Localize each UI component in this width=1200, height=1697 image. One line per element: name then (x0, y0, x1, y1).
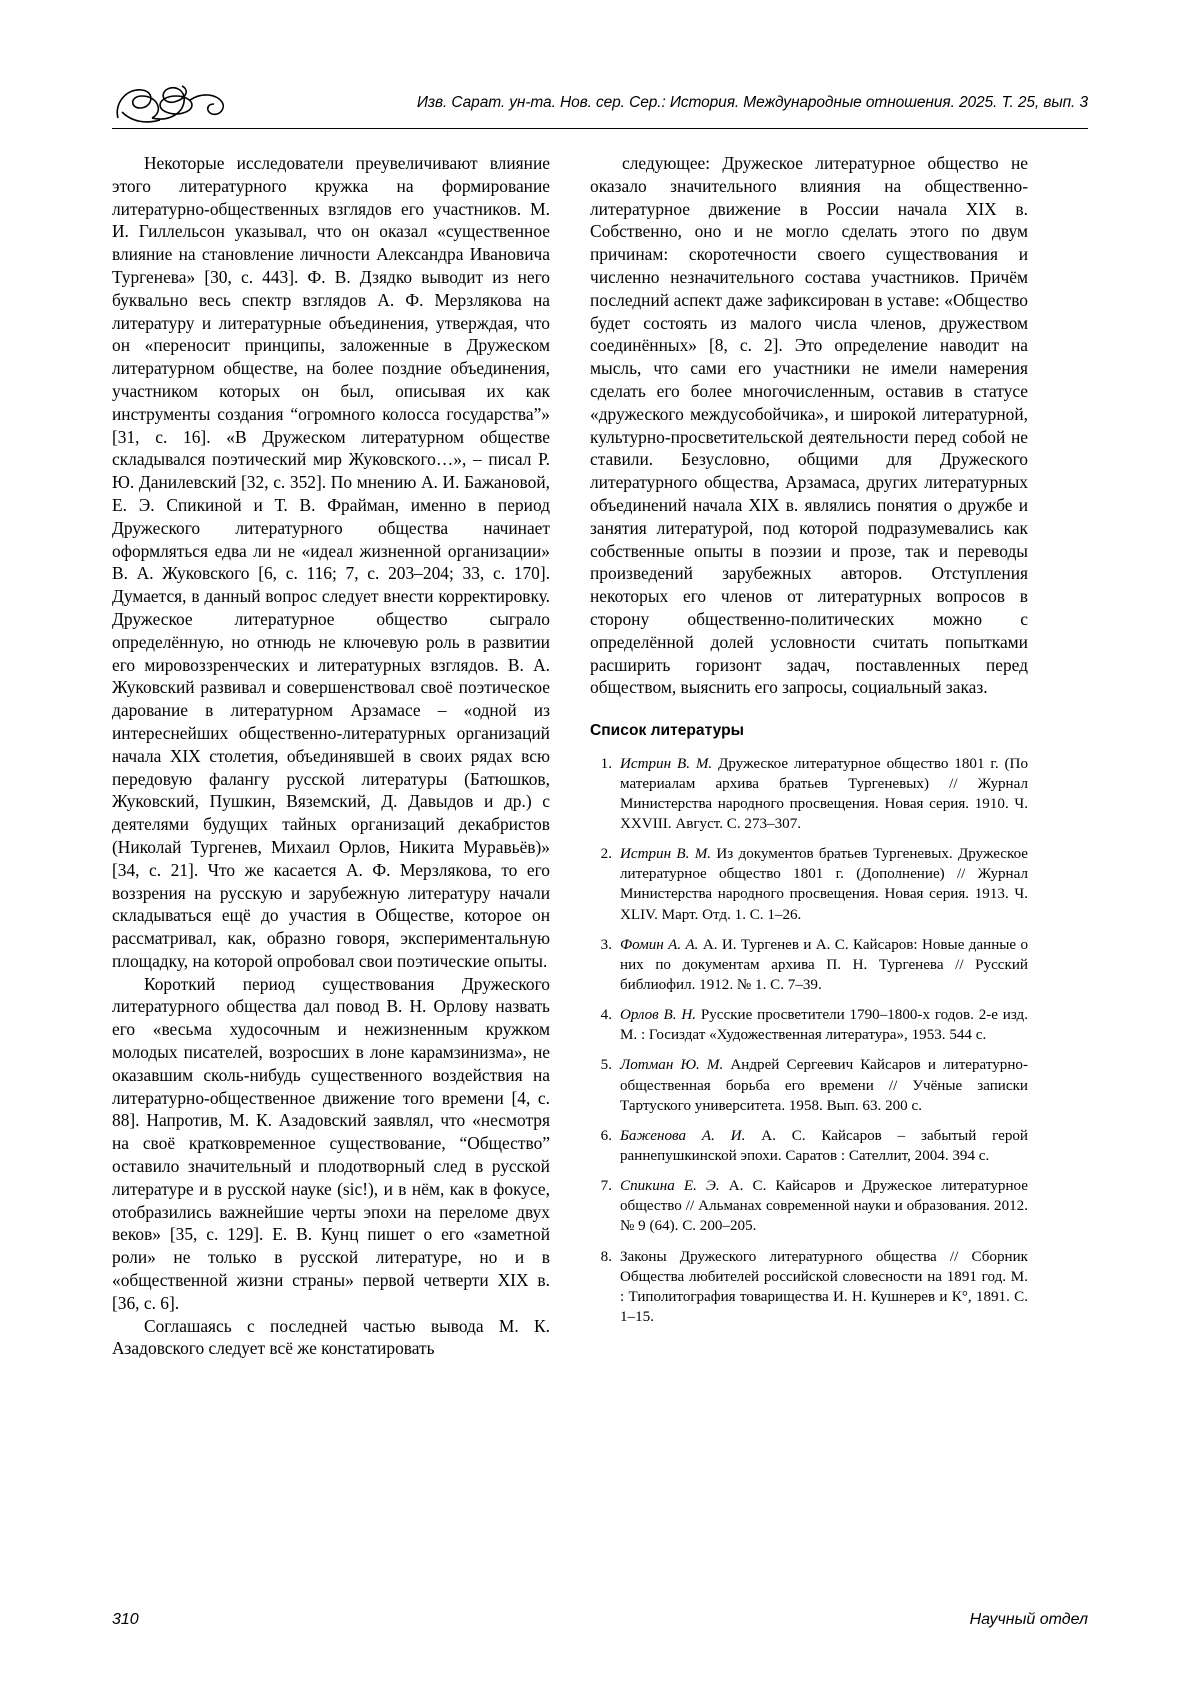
reference-item (590, 1055, 1028, 1115)
paragraph: Соглашаясь с последней частью вывода М. К. Азадовского следует всё же констатировать (112, 1315, 550, 1359)
references-list (590, 754, 1028, 1328)
body-column-right (590, 152, 1028, 1337)
reference-text: А. С. Кайсаров – забытый герой раннепушкинской эпохи. Саратов : Сателлит, 2004. 394 с. (620, 1127, 1029, 1164)
reference-text: Законы Дружеского литературного общества // Сборник Общества любителей российской словесности на 1891 год. М. : Типолитография товарищества И. Н. Кушнерев и К°, 1891. С. 1–15. (620, 1248, 1028, 1325)
journal-header-title: Изв. Сарат. ун-та. Нов. сер. Сер.: История. Международные отношения. 2025. Т. 25, вып. 3 (416, 94, 1088, 111)
reference-number: 7. (600, 1178, 612, 1195)
ornamental-monogram-logo (112, 78, 232, 124)
reference-number: 1. (600, 755, 612, 772)
reference-item (590, 754, 1028, 835)
reference-author: Истрин В. М. (620, 755, 713, 772)
page-header (112, 78, 1088, 130)
reference-author: Спикина Е. Э. (620, 1178, 720, 1195)
reference-number: 2. (600, 846, 612, 863)
paragraph: следующее: Дружеское литературное общество не оказало значительного влияния на общественно-литературное движение в России начала XIX в. Собственно, оно и не могло сделать этого по двум причинам: скоротечности своего существования и численно незначительного состава участников. Причём последний аспект даже зафиксирован в уставе: «Общество будет состоять из малого числа членов, дружеством соединённых» [8, с. 2]. Это определение наводит на мысль, что сами его участники не имели намерения сделать его более многочисленным, оставив в статусе «дружеского междусобойчика», и широкой литературной, культурно-просветительской деятельности перед собой не ставили. Безусловно, общими для Дружеского литературного общества, Арзамаса, других литературных объединений начала XIX в. являлись понятия о дружбе и занятия литературой, под которой подразумевались как собственные опыты в поэзии и прозе, так и переводы произведений зарубежных авторов. Отступления некоторых его членов от литературных вопросов в сторону общественно-политических можно с определённой долей условности считать попытками расширить горизонт задач, поставленных перед обществом, выяснить его запросы, социальный заказ. (590, 153, 1028, 698)
reference-item (590, 935, 1028, 995)
reference-number: 8. (600, 1248, 612, 1265)
reference-author: Орлов В. Н. (620, 1007, 697, 1024)
reference-author: Истрин В. М. (620, 846, 712, 863)
reference-item (590, 844, 1028, 925)
reference-text: А. И. Тургенев и А. С. Кайсаров: Новые данные о них по документам архива П. Н. Тургенева // Русский библиофил. 1912. № 1. С. 7–39. (620, 936, 1029, 993)
footer-section-label: Научный отдел (969, 1611, 1088, 1628)
reference-item (590, 1126, 1028, 1166)
header-divider (112, 128, 1088, 129)
reference-item (590, 1176, 1028, 1236)
page-number: 310 (112, 1611, 139, 1628)
paragraph: Короткий период существования Дружеского литературного общества дал повод В. Н. Орлову назвать его «весьма худосочным и нежизненным кружком молодых писателей, возросших в лоне карамзинизма», не оказавшим сколь-нибудь существенного воздействия на литературно-общественное движение того времени [4, с. 88]. Напротив, М. К. Азадовский заявлял, что «несмотря на своё кратковременное существование, “Общество” оставило значительный и плодотворный след в русской литературе и в русской науке (sic!), и в нём, как в фокусе, отобразились важнейшие черты эпохи на переломе двух веков» [35, с. 129]. Е. В. Кунц пишет о его «заметной роли» не только в русской литературе, но и в «общественной жизни страны» первой четверти XIX в. [36, с. 6]. (112, 973, 550, 1313)
reference-author: Лотман Ю. М. (620, 1057, 724, 1074)
references-heading: Список литературы (590, 722, 744, 740)
reference-text: А. С. Кайсаров и Дружеское литературное общество // Альманах современной науки и образования. 2012. № 9 (64). С. 200–205. (620, 1178, 1028, 1235)
reference-text: Русские просветители 1790–1800-х годов. 2-е изд. М. : Госиздат «Художественная литература», 1953. 544 с. (620, 1007, 1028, 1044)
reference-author: Фомин А. А. (620, 936, 699, 953)
reference-number: 4. (600, 1007, 612, 1024)
reference-item (590, 1005, 1028, 1045)
body-column-left (112, 152, 550, 1360)
reference-text: Андрей Сергеевич Кайсаров и литературно-общественная борьба его времени // Учёные записки Тартуского университета. 1958. Вып. 63. 200 с. (620, 1057, 1028, 1114)
reference-text: Дружеское литературное общество 1801 г. (По материалам архива братьев Тургеневых) // Журнал Министерства народного просвещения. Новая серия. 1910. Ч. XXVIII. Август. С. 273–307. (620, 755, 1028, 832)
reference-item (590, 1247, 1028, 1328)
paragraph: Некоторые исследователи преувеличивают влияние этого литературного кружка на формирование литературно-общественных взглядов его участников. М. И. Гиллельсон указывал, что он оказал «существенное влияние на становление личности Александра Ивановича Тургенева» [30, с. 443]. Ф. В. Дзядко выводит из него буквально весь спектр взглядов А. Ф. Мерзлякова на литературу и литературные объединения, утверждая, что он «переносит принципы, заложенные в Дружеском литературном обществе, на более поздние объединения, участником которых он был, описывая их как инструменты создания “огромного колосса государства”» [31, с. 16]. «В Дружеском литературном обществе складывался поэтический мир Жуковского…», – писал Р. Ю. Данилевский [32, с. 352]. По мнению А. И. Бажановой, Е. Э. Спикиной и Т. В. Фрайман, именно в период Дружеского литературного общества начинает оформляться едва ли не «идеал жизненной организации» В. А. Жуковского [6, с. 116; 7, с. 203–204; 33, с. 170]. Думается, в данный вопрос следует внести корректировку. Дружеское литературное общество сыграло определённую, но отнюдь не ключевую роль в развитии его мировоззренческих и литературных взглядов. В. А. Жуковский развивал и совершенствовал своё поэтическое дарование в литературном Арзамасе – «одной из интереснейших общественно-литературных организаций начала XIX столетия, объединявшей в своих рядах всю передовую фалангу русской литературы (Батюшков, Жуковский, Пушкин, Вяземский, Д. Давыдов и др.) с деятелями будущих тайных организаций декабристов (Николай Тургенев, Михаил Орлов, Никита Муравьёв)» [34, с. 21]. Что же касается А. Ф. Мерзлякова, то его воззрения на русскую и зарубежную литературу начали складываться ещё до участия в Обществе, которое он рассматривал, как, образно говоря, экспериментальную площадку, на которой опробовал свои поэтические опыты. (112, 153, 550, 971)
reference-author: Баженова А. И. (620, 1127, 746, 1144)
reference-number: 3. (600, 936, 612, 953)
reference-number: 5. (600, 1057, 612, 1074)
reference-number: 6. (600, 1127, 612, 1144)
reference-text: Из документов братьев Тургеневых. Дружеское литературное общество 1801 г. (Дополнение) // Журнал Министерства народного просвещения. Новая серия. 1913. Ч. XLIV. Март. Отд. 1. С. 1–26. (620, 846, 1028, 923)
